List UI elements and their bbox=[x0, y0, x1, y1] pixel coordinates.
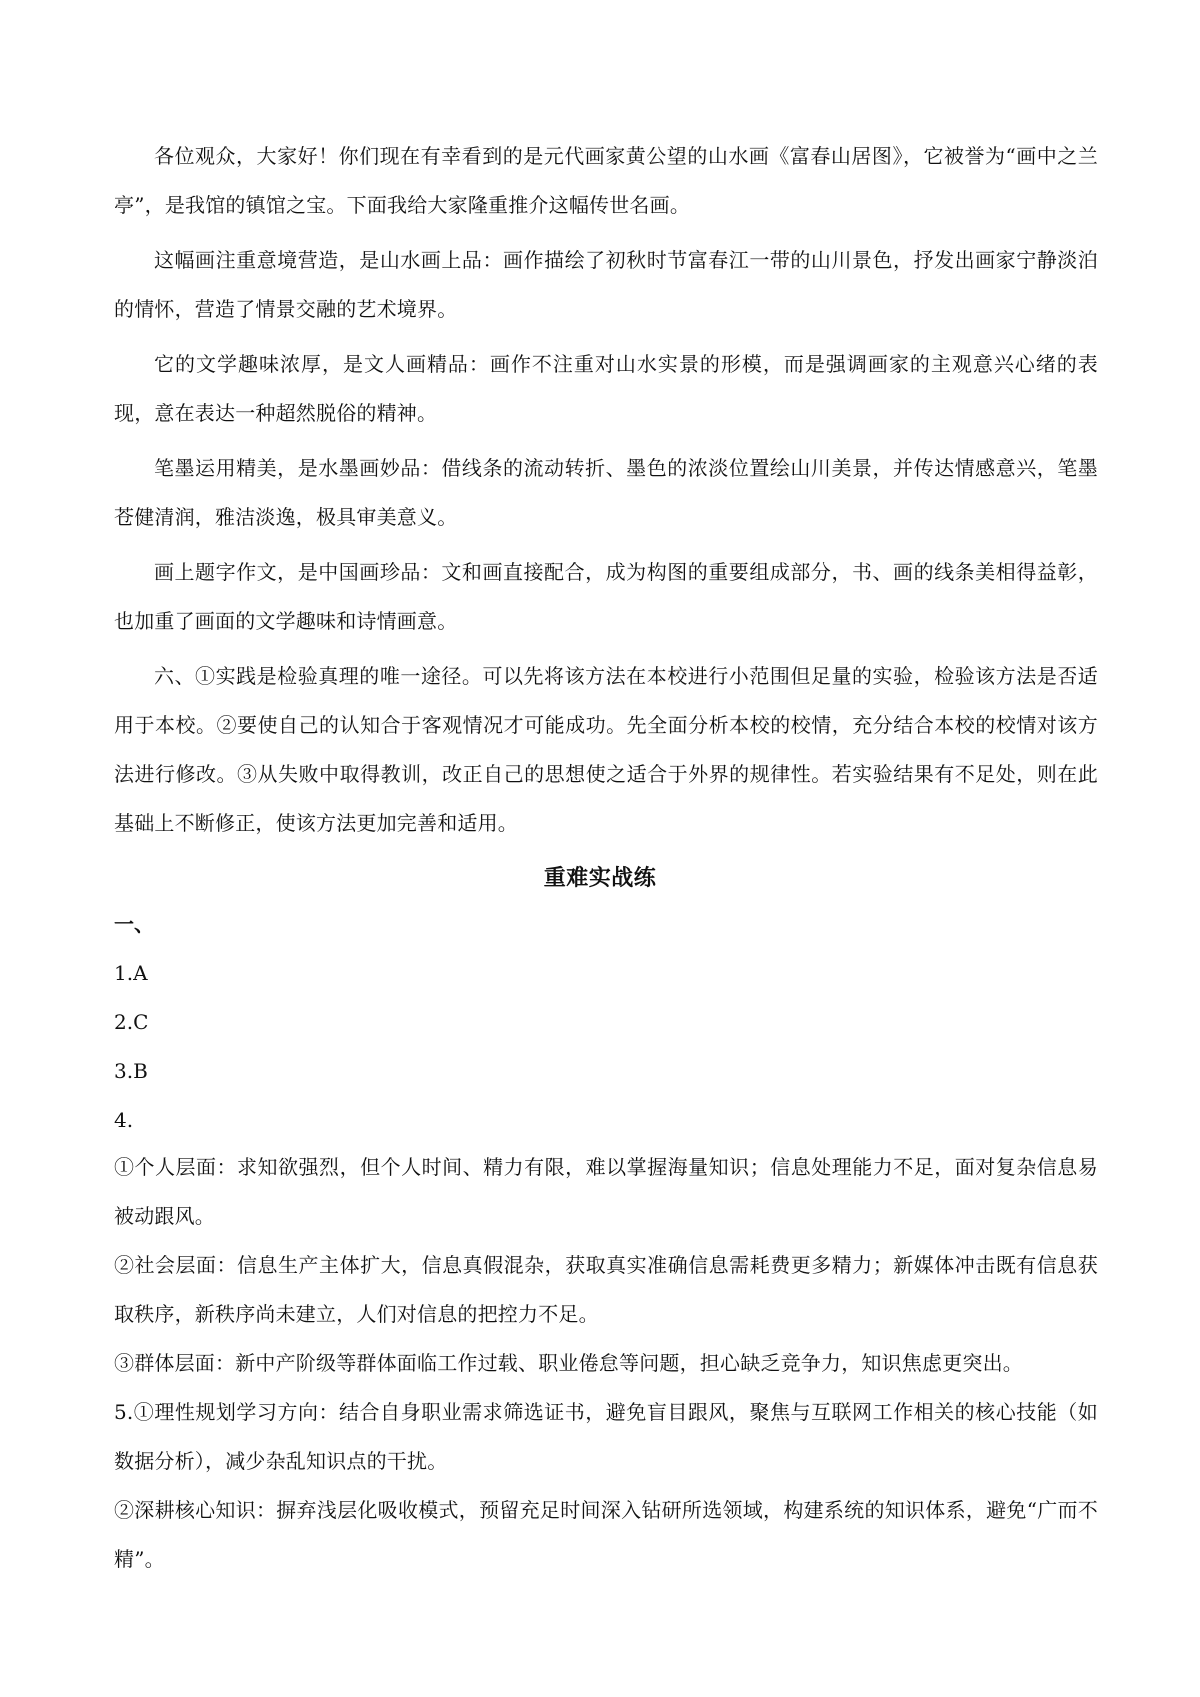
q4-item-group: ③群体层面：新中产阶级等群体面临工作过载、职业倦怠等问题，担心缺乏竞争力，知识焦虑更突出。 bbox=[114, 1351, 1023, 1375]
answer-q1: 1.A bbox=[114, 961, 148, 985]
section-title: 重难实战练 bbox=[543, 865, 657, 891]
part-label: 一、 bbox=[114, 912, 154, 936]
q5-item-plan: 5.①理性规划学习方向：结合自身职业需求筛选证书，避免盲目跟风，聚焦与互联网工作相关的核心技能（如数据分析），减少杂乱知识点的干扰。 bbox=[114, 1400, 1098, 1473]
paragraph-inscription: 画上题字作文，是中国画珍品：文和画直接配合，成为构图的重要组成部分，书、画的线条美相得益彰，也加重了画面的文学趣味和诗情画意。 bbox=[114, 560, 1098, 633]
answer-q2: 2.C bbox=[114, 1010, 149, 1034]
answer-q4: 4. bbox=[114, 1108, 134, 1132]
paragraph-answer-six: 六、①实践是检验真理的唯一途径。可以先将该方法在本校进行小范围但足量的实验，检验该方法是否适用于本校。②要使自己的认知合于客观情况才可能成功。先全面分析本校的校情，充分结合本校的校情对该方法进行修改。③从失败中取得教训，改正自己的思想使之适合于外界的规律性。若实验结果有不足处，则在此基础上不断修正，使该方法更加完善和适用。 bbox=[114, 664, 1098, 835]
paragraph-artistic-conception: 这幅画注重意境营造，是山水画上品：画作描绘了初秋时节富春江一带的山川景色，抒发出画家宁静淡泊的情怀，营造了情景交融的艺术境界。 bbox=[114, 248, 1098, 321]
paragraph-literary-interest: 它的文学趣味浓厚，是文人画精品：画作不注重对山水实景的形模，而是强调画家的主观意兴心绪的表现，意在表达一种超然脱俗的精神。 bbox=[114, 352, 1098, 425]
paragraph-brushwork: 笔墨运用精美，是水墨画妙品：借线条的流动转折、墨色的浓淡位置绘山川美景，并传达情感意兴，笔墨苍健清润，雅洁淡逸，极具审美意义。 bbox=[114, 456, 1098, 529]
q4-item-individual: ①个人层面：求知欲强烈，但个人时间、精力有限，难以掌握海量知识；信息处理能力不足，面对复杂信息易被动跟风。 bbox=[114, 1155, 1098, 1228]
q5-item-deepen: ②深耕核心知识：摒弃浅层化吸收模式，预留充足时间深入钻研所选领域，构建系统的知识体系，避免“广而不精”。 bbox=[114, 1498, 1098, 1571]
q4-item-social: ②社会层面：信息生产主体扩大，信息真假混杂，获取真实准确信息需耗费更多精力；新媒体冲击既有信息获取秩序，新秩序尚未建立，人们对信息的把控力不足。 bbox=[114, 1253, 1098, 1326]
answer-q3: 3.B bbox=[114, 1059, 148, 1083]
paragraph-intro: 各位观众，大家好！你们现在有幸看到的是元代画家黄公望的山水画《富春山居图》，它被誉为“画中之兰亭”，是我馆的镇馆之宝。下面我给大家隆重推介这幅传世名画。 bbox=[114, 144, 1098, 217]
